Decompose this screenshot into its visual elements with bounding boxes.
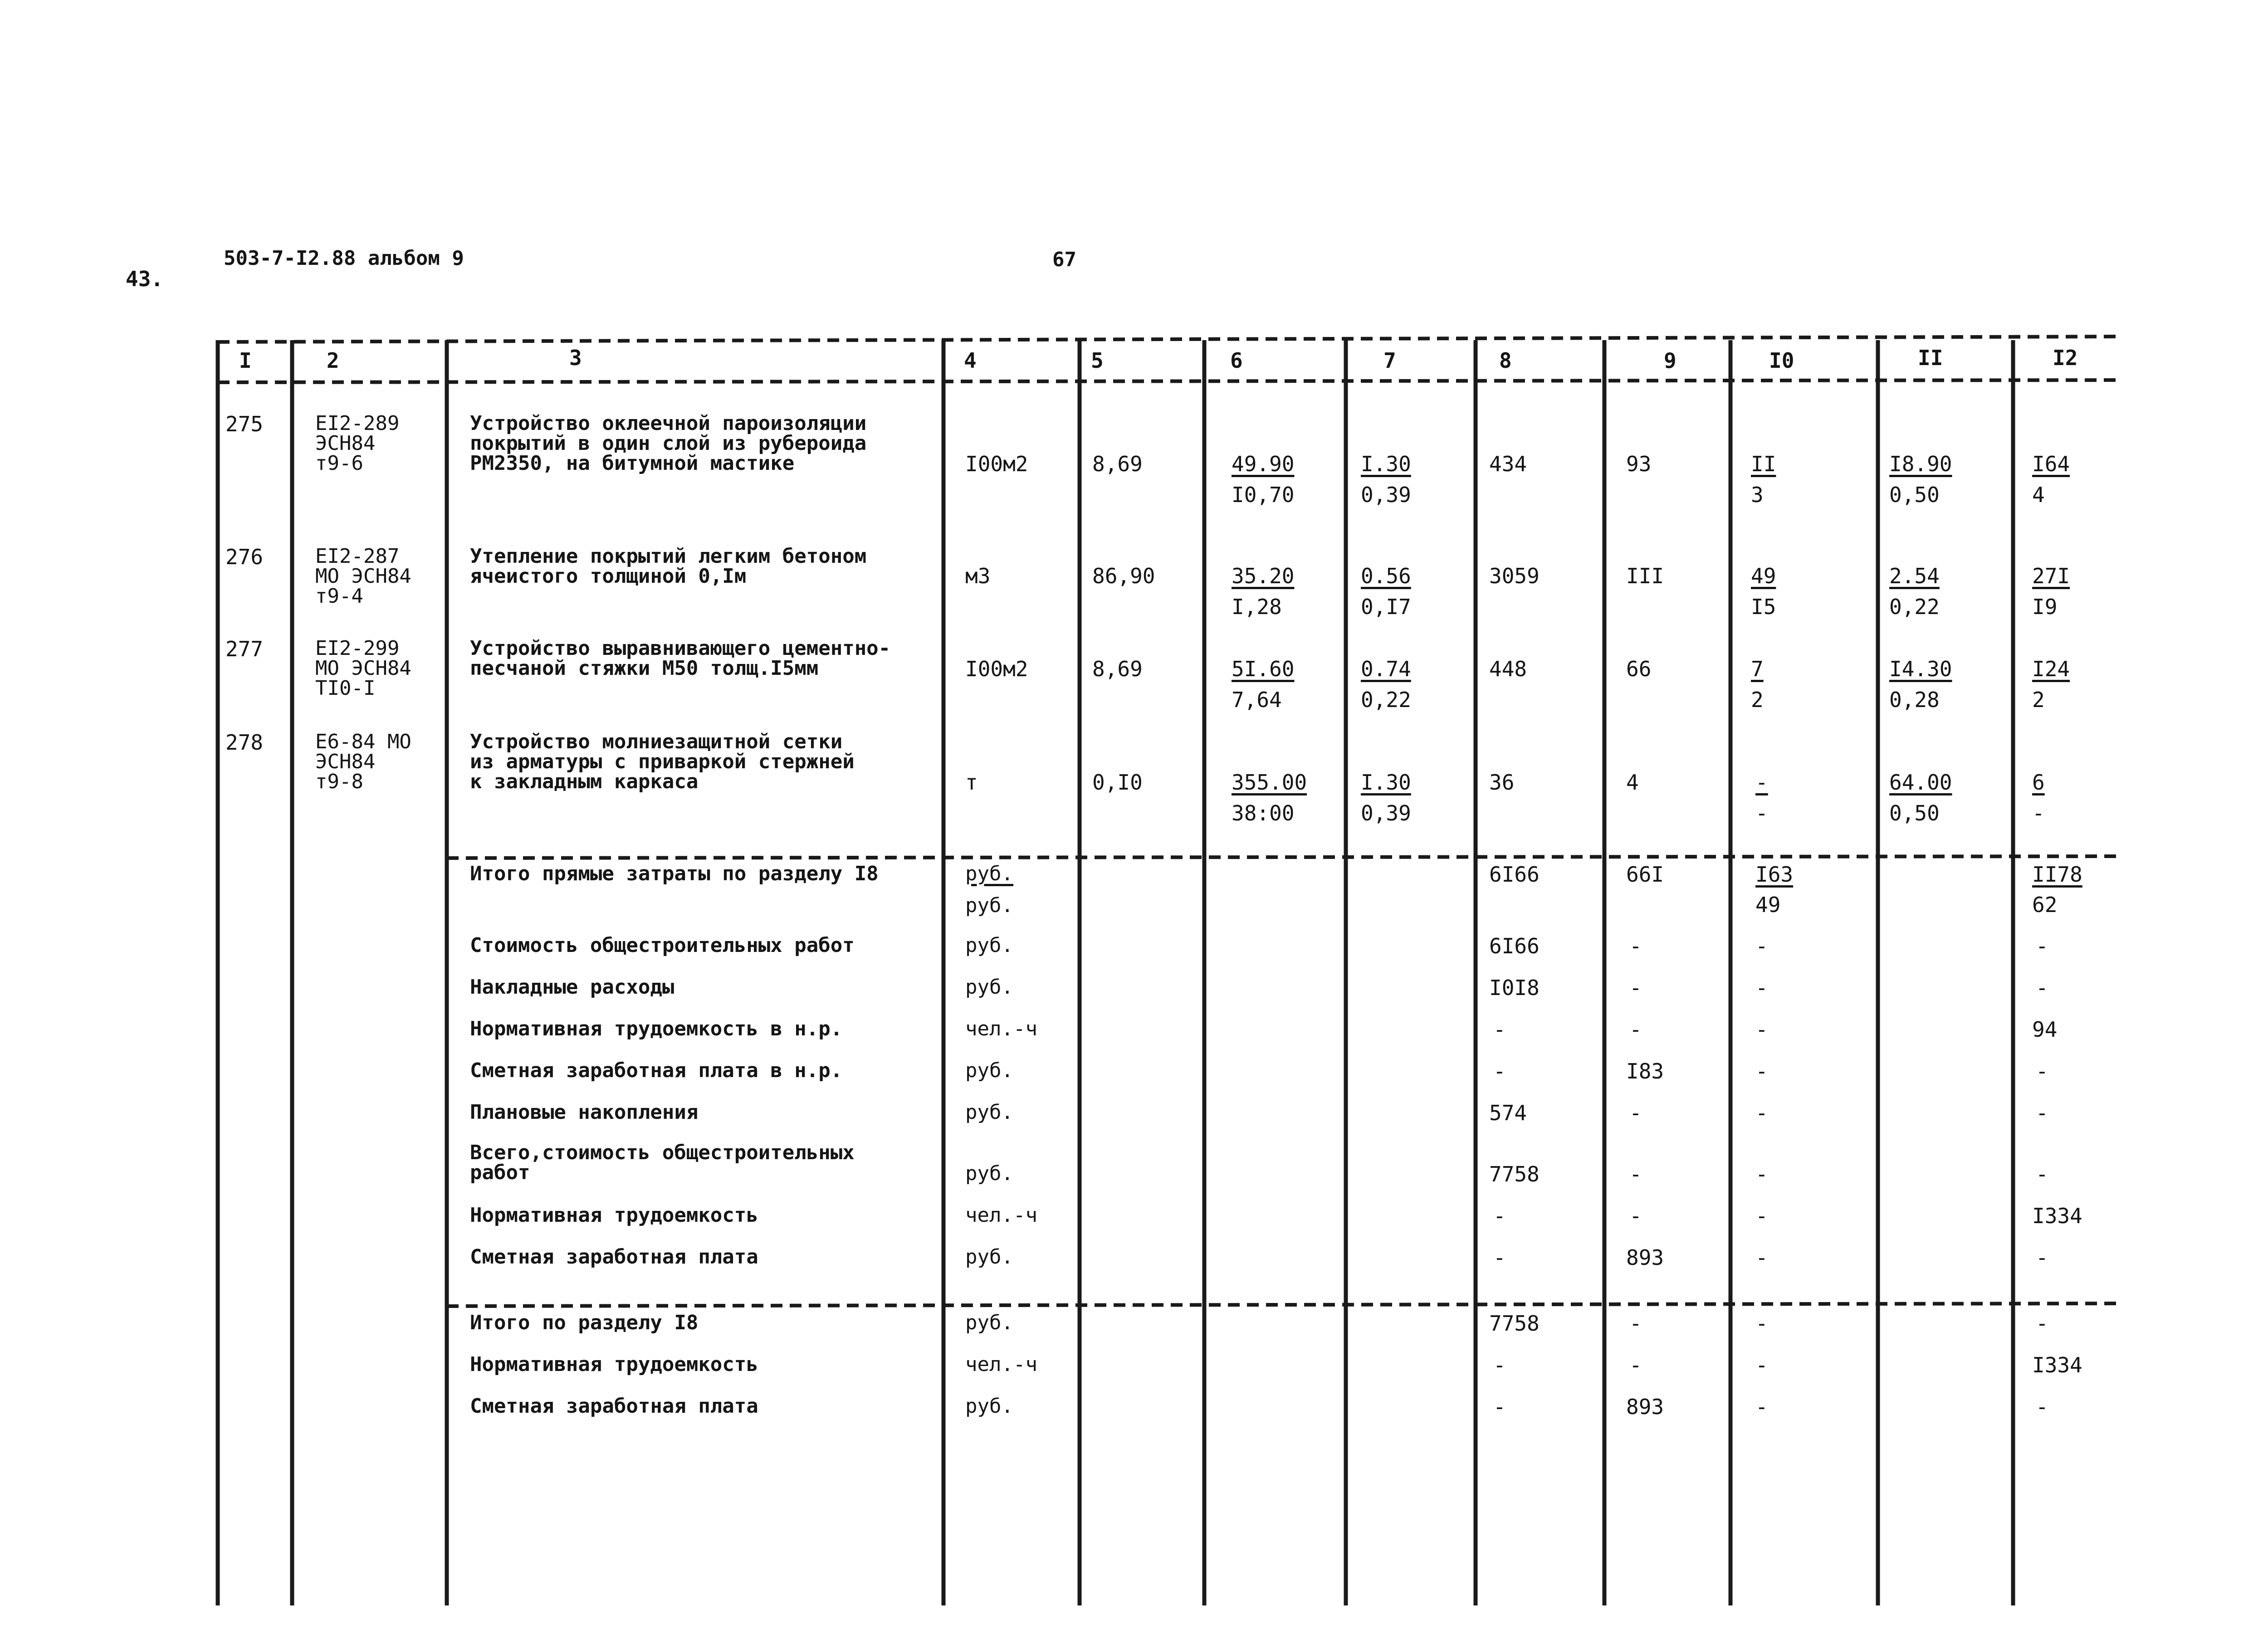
col7-value: I.30 (1361, 452, 1411, 476)
summary-unit: руб. (965, 934, 1013, 957)
col9-value: - (1629, 1162, 1642, 1186)
summary-unit: руб. (965, 894, 1013, 917)
norm-code: ЕI2-287 (315, 545, 400, 568)
summary-unit: руб. (965, 1059, 1013, 1082)
norm-code: ЕI2-289 (315, 412, 400, 435)
summary-label: Сметная заработная плата (470, 1395, 758, 1418)
column-number: 4 (964, 348, 977, 373)
col10-value: - (1755, 1353, 1768, 1377)
col8-value: - (1493, 1204, 1506, 1228)
col9-value: - (1629, 1353, 1642, 1377)
col10-value: - (1755, 1059, 1768, 1083)
quantity-cell: 0,I0 (1092, 770, 1143, 795)
col7-value: I.30 (1361, 770, 1411, 795)
row-number: 278 (225, 730, 264, 755)
page-number: 67 (1052, 248, 1076, 271)
norm-code: МО ЭСН84 (315, 565, 411, 588)
summary-label: Нормативная трудоемкость в н.р. (470, 1017, 843, 1040)
summary-label: Накладные расходы (470, 976, 675, 999)
col6-value: 5I.60 (1232, 657, 1295, 681)
summary-unit: чел.-ч (965, 1204, 1037, 1227)
col11-value: 0,50 (1889, 801, 1940, 825)
col10-value: I5 (1751, 595, 1776, 619)
col9-value: 66 (1626, 657, 1652, 681)
col10-value: - (1755, 976, 1768, 1000)
norm-code: т9-8 (315, 770, 363, 793)
col8-value: I0I8 (1489, 976, 1540, 1000)
col8-value: - (1493, 1245, 1506, 1270)
norm-code: ЭСН84 (315, 432, 376, 455)
col12-value: - (2036, 976, 2048, 1000)
col10-value: 3 (1751, 483, 1764, 507)
norm-code: ТI0-I (315, 677, 376, 700)
col12-value: I9 (2032, 595, 2058, 619)
summary-unit: руб. (965, 1162, 1013, 1185)
column-number: II (1918, 346, 1943, 370)
col10-value: - (1755, 1311, 1768, 1336)
work-description: песчаной стяжки М50 толщ.I5мм (470, 657, 819, 680)
norm-code: МО ЭСН84 (315, 657, 411, 680)
column-number: 9 (1664, 348, 1677, 373)
summary-unit: руб. (965, 1311, 1013, 1334)
col12-value: 2 (2032, 688, 2045, 712)
col8-value: 434 (1489, 452, 1527, 476)
summary-label: Стоимость общестроительных работ (470, 934, 855, 957)
col7-value: 0,39 (1361, 801, 1411, 825)
col8-value: 7758 (1489, 1162, 1540, 1186)
summary-label: Всего,стоимость общестроительных (470, 1141, 855, 1164)
col9-value: 66I (1626, 862, 1664, 887)
col10-value: - (1755, 1204, 1768, 1228)
col6-value: 49.90 (1232, 452, 1295, 476)
col9-value: - (1629, 1204, 1642, 1228)
col12-value: - (2036, 1245, 2048, 1270)
col6-value: 7,64 (1232, 688, 1282, 712)
norm-code: ЭСН84 (315, 750, 376, 773)
work-description: Устройство оклеечной пароизоляции (470, 412, 867, 435)
column-number: 3 (569, 346, 582, 370)
summary-unit: руб. (965, 976, 1013, 999)
col8-value: - (1493, 1017, 1506, 1042)
work-description: из арматуры с приваркой стержней (470, 750, 855, 773)
col8-value: 3059 (1489, 564, 1540, 588)
col10-value: - (1755, 934, 1768, 958)
col7-value: 0.74 (1361, 657, 1411, 681)
col11-value: I8.90 (1889, 452, 1952, 476)
col11-value: 0,28 (1889, 688, 1940, 712)
col10-value: 7 (1751, 657, 1764, 681)
summary-unit: руб. (965, 862, 1013, 885)
col9-value: - (1629, 934, 1642, 958)
col8-value: - (1493, 1353, 1506, 1377)
row-number: 275 (225, 412, 264, 436)
col12-value: I64 (2032, 452, 2070, 476)
summary-unit: чел.-ч (965, 1353, 1037, 1376)
col10-value: - (1755, 1395, 1768, 1419)
col8-value: 6I66 (1489, 862, 1540, 887)
col12-value: - (2036, 1311, 2048, 1336)
col9-value: 893 (1626, 1245, 1664, 1270)
work-description: РМ2350, на битумной мастике (470, 452, 795, 475)
summary-label: Нормативная трудоемкость (470, 1353, 758, 1376)
col10-value: - (1755, 1162, 1768, 1186)
col12-value: - (2036, 1101, 2048, 1125)
col12-value: I24 (2032, 657, 2070, 681)
col10-value: I63 (1755, 862, 1794, 887)
quantity-cell: 8,69 (1092, 657, 1143, 681)
column-number: I0 (1769, 348, 1794, 373)
quantity-cell: 8,69 (1092, 452, 1143, 476)
col9-value: - (1629, 976, 1642, 1000)
norm-code: т9-4 (315, 585, 363, 608)
column-number: 8 (1499, 348, 1512, 373)
col12-value: - (2036, 1059, 2048, 1083)
col8-value: 6I66 (1489, 934, 1540, 958)
work-description: к закладным каркаса (470, 770, 699, 793)
summary-label: Нормативная трудоемкость (470, 1204, 758, 1227)
col6-value: 38:00 (1232, 801, 1295, 825)
summary-unit: руб. (965, 1101, 1013, 1124)
col11-value: 64.00 (1889, 770, 1952, 795)
summary-label: работ (470, 1161, 530, 1184)
col10-value: 2 (1751, 688, 1764, 712)
col12-value: 94 (2032, 1017, 2058, 1042)
col8-value: - (1493, 1059, 1506, 1083)
col8-value: 36 (1489, 770, 1515, 795)
col8-value: 7758 (1489, 1311, 1540, 1336)
quantity-cell: 86,90 (1092, 564, 1155, 588)
summary-label: Плановые накопления (470, 1101, 699, 1124)
col12-value: - (2032, 801, 2045, 825)
col8-value: - (1493, 1395, 1506, 1419)
col11-value: 0,50 (1889, 483, 1940, 507)
col10-value: 49 (1755, 893, 1781, 917)
work-description: ячеистого толщиной 0,Iм (470, 565, 747, 588)
col11-value: 2.54 (1889, 564, 1940, 588)
col9-value: - (1629, 1017, 1642, 1042)
unit-cell: I00м2 (965, 657, 1028, 681)
norm-code: ЕI2-299 (315, 637, 400, 660)
col12-value: 4 (2032, 483, 2045, 507)
col10-value: - (1755, 1017, 1768, 1042)
summary-label: Сметная заработная плата (470, 1245, 758, 1268)
col12-value: I334 (2032, 1353, 2082, 1377)
summary-unit: руб. (965, 1245, 1013, 1268)
summary-unit: руб. (965, 1395, 1013, 1418)
col10-value: 49 (1751, 564, 1776, 588)
document-code: 503-7-I2.88 альбом 9 (224, 247, 464, 270)
col10-value: - (1755, 770, 1768, 795)
col12-value: 62 (2032, 893, 2058, 917)
unit-cell: т (965, 770, 978, 795)
row-number: 277 (225, 637, 264, 661)
work-description: Утепление покрытий легким бетоном (470, 545, 867, 568)
col7-value: 0,39 (1361, 483, 1411, 507)
column-number: I2 (2053, 346, 2078, 370)
col9-value: 93 (1626, 452, 1652, 476)
col10-value: - (1755, 801, 1768, 825)
col9-value: I83 (1626, 1059, 1664, 1083)
column-number: 7 (1383, 348, 1396, 373)
col12-value: - (2036, 934, 2048, 958)
sheet-number: 43. (126, 267, 164, 291)
col10-value: II (1751, 452, 1776, 476)
col7-value: 0,22 (1361, 688, 1411, 712)
col6-value: I0,70 (1232, 483, 1295, 507)
col12-value: - (2036, 1395, 2048, 1419)
col9-value: 4 (1626, 770, 1639, 795)
col9-value: III (1626, 564, 1664, 588)
col11-value: I4.30 (1889, 657, 1952, 681)
col7-value: 0,I7 (1361, 595, 1411, 619)
work-description: покрытий в один слой из рубероида (470, 432, 867, 455)
col12-value: 27I (2032, 564, 2070, 588)
unit-cell: м3 (965, 564, 991, 588)
summary-label: Итого по разделу I8 (470, 1311, 699, 1334)
col8-value: 448 (1489, 657, 1527, 681)
col9-value: - (1629, 1311, 1642, 1336)
col7-value: 0.56 (1361, 564, 1411, 588)
col6-value: I,28 (1232, 595, 1282, 619)
col12-value: II78 (2032, 862, 2082, 887)
col12-value: 6 (2032, 770, 2045, 795)
work-description: Устройство молниезащитной сетки (470, 730, 843, 753)
col6-value: 355.00 (1232, 770, 1307, 795)
work-description: Устройство выравнивающего цементно- (470, 637, 891, 660)
column-number: 2 (327, 348, 339, 373)
summary-label: Сметная заработная плата в н.р. (470, 1059, 843, 1082)
summary-unit: чел.-ч (965, 1017, 1037, 1040)
column-number: 6 (1230, 348, 1243, 373)
summary-label: Итого прямые затраты по разделу I8 (470, 862, 879, 885)
col12-value: - (2036, 1162, 2048, 1186)
col12-value: I334 (2032, 1204, 2082, 1228)
col8-value: 574 (1489, 1101, 1527, 1125)
col10-value: - (1755, 1245, 1768, 1270)
column-number: 5 (1091, 348, 1104, 373)
col11-value: 0,22 (1889, 595, 1940, 619)
column-number: I (239, 348, 252, 373)
col9-value: 893 (1626, 1395, 1664, 1419)
col10-value: - (1755, 1101, 1768, 1125)
col9-value: - (1629, 1101, 1642, 1125)
row-number: 276 (225, 545, 264, 569)
col6-value: 35.20 (1232, 564, 1295, 588)
norm-code: Е6-84 МО (315, 730, 411, 753)
norm-code: т9-6 (315, 452, 363, 475)
unit-cell: I00м2 (965, 452, 1028, 476)
